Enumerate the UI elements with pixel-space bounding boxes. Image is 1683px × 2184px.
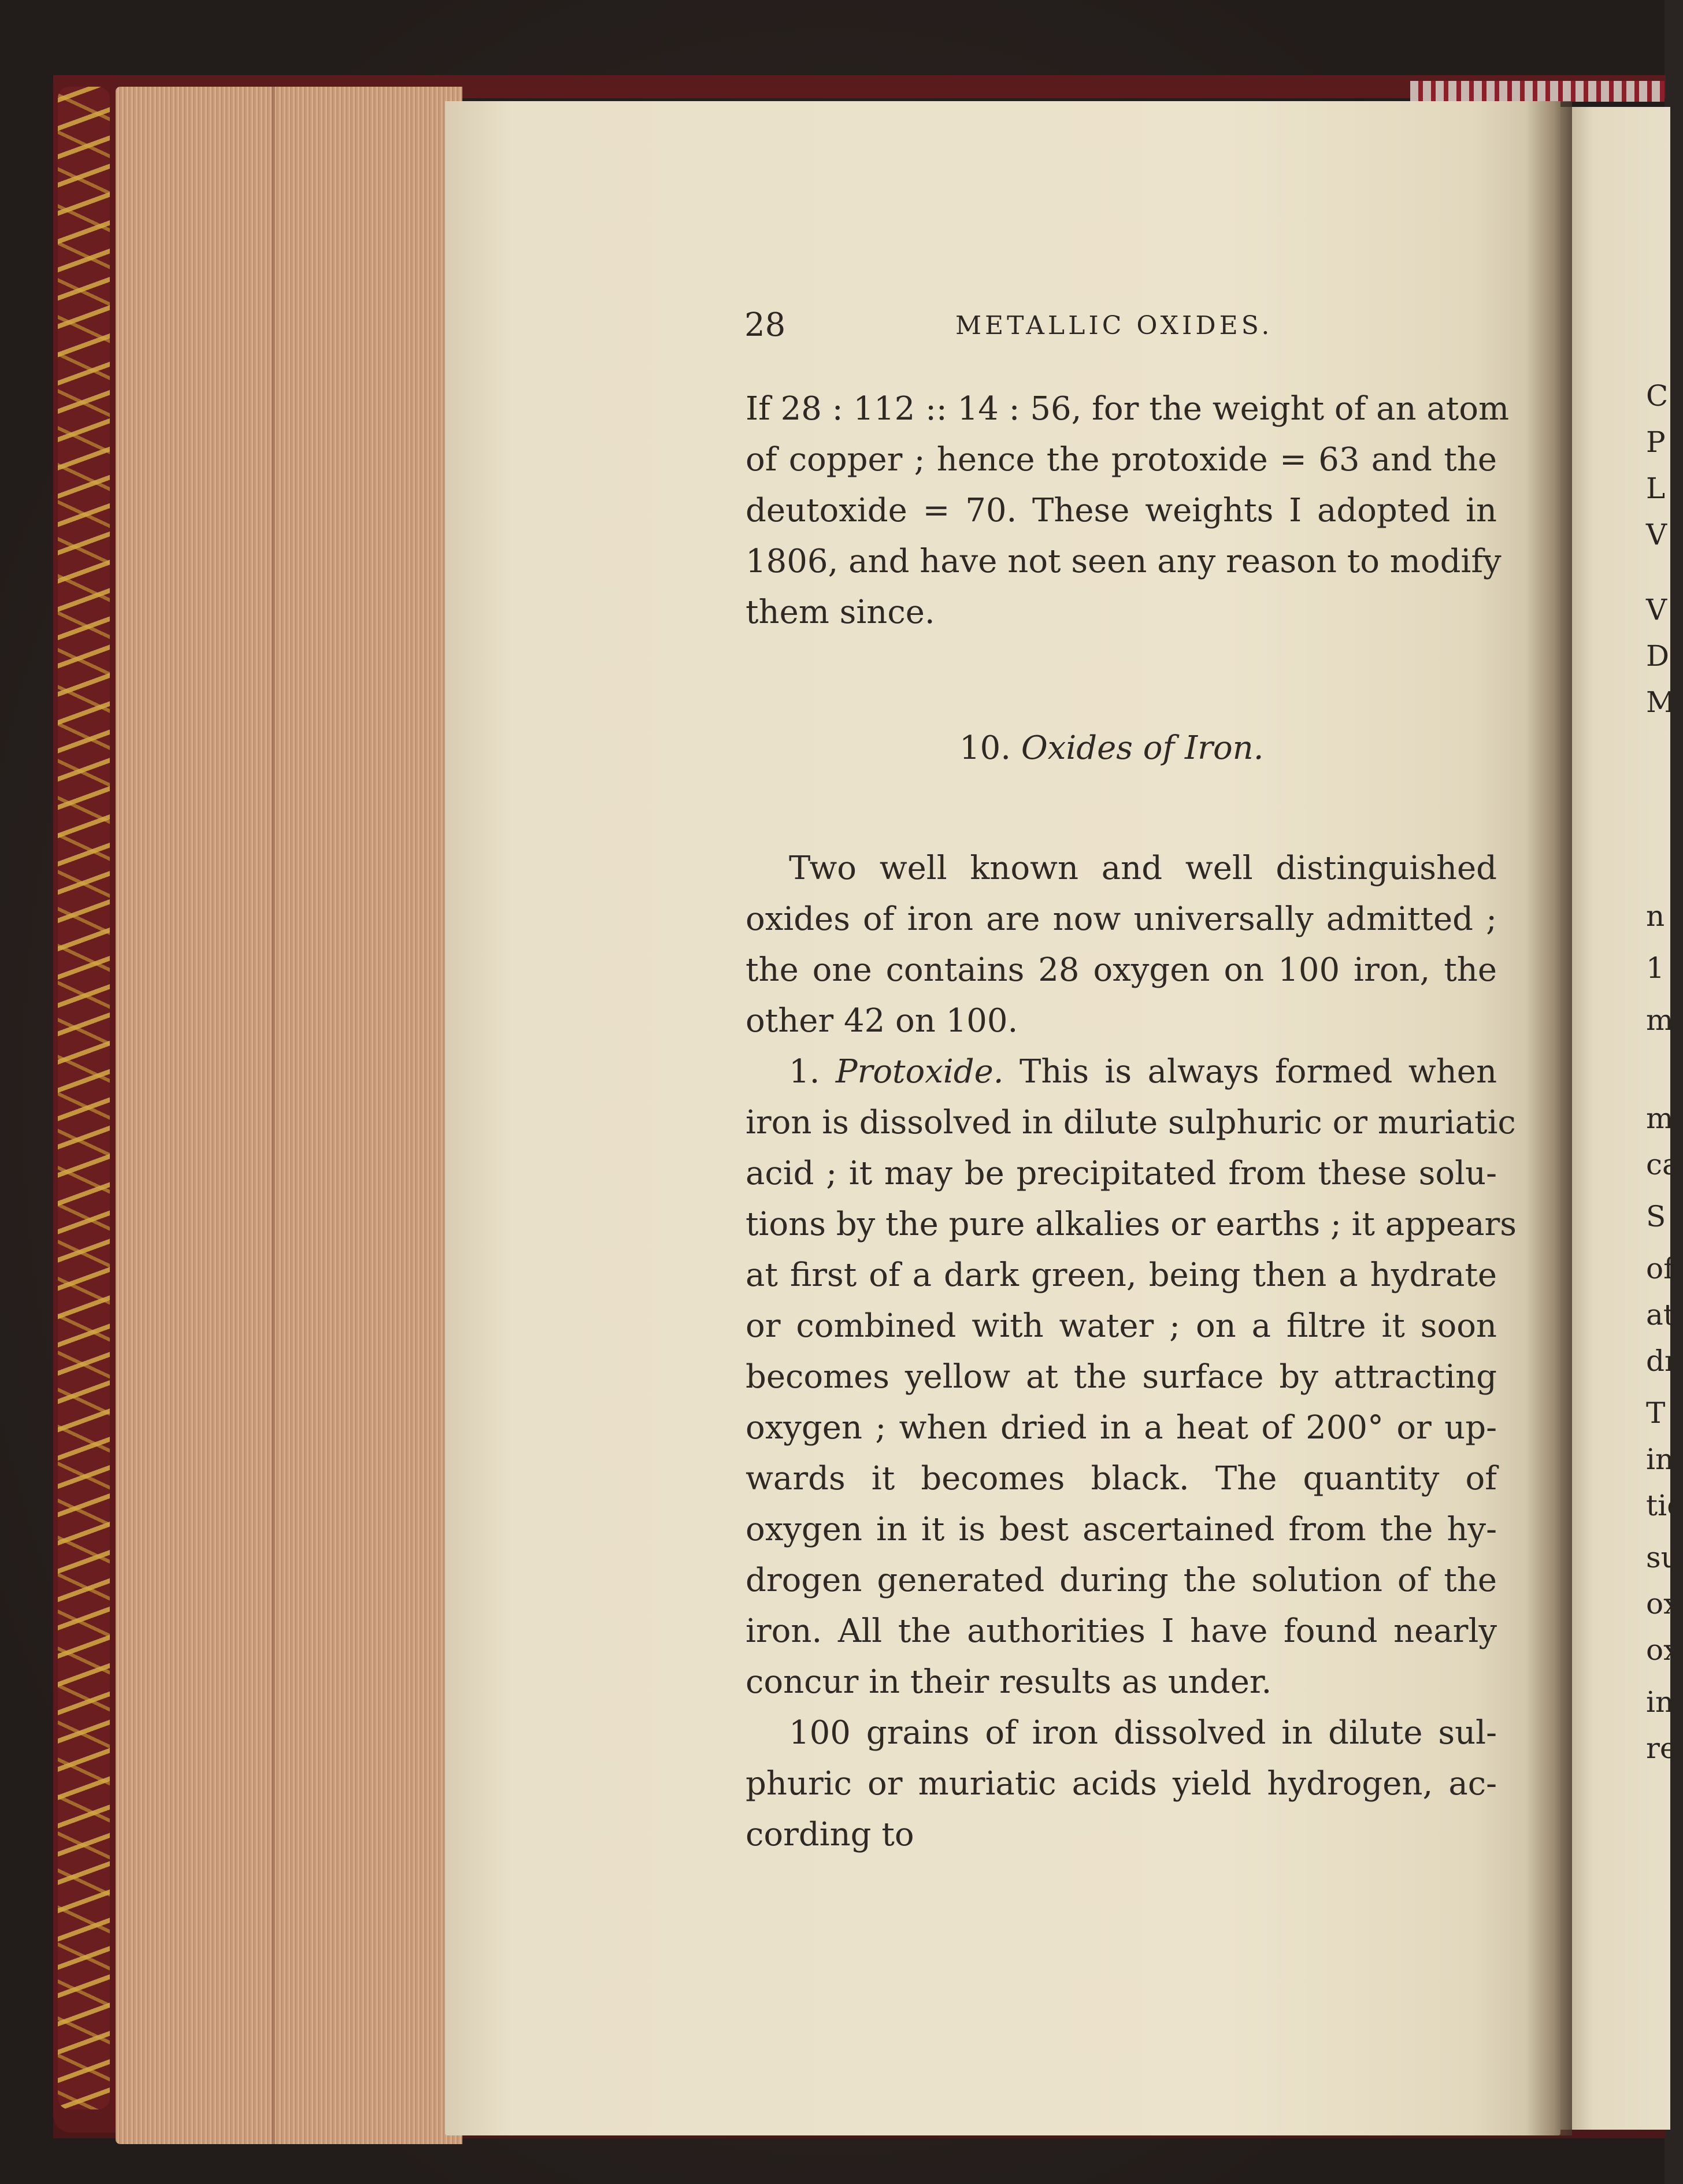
facing-page-fragment: P <box>1646 425 1666 459</box>
page-number: 28 <box>744 306 786 344</box>
facing-page-fragment: su <box>1646 1541 1680 1574</box>
page-fore-edge <box>116 87 462 2144</box>
text-line: Two well known and well distinguished <box>789 850 1497 887</box>
text-line: at first of a dark green, being then a hydrate <box>746 1256 1497 1294</box>
facing-page-fragment: C <box>1646 379 1669 413</box>
term-protoxide: Protoxide. <box>835 1053 1004 1091</box>
text-line: If 28 : 112 :: 14 : 56, for the weight of an atom <box>746 390 1510 428</box>
facing-page-fragment: re <box>1646 1731 1677 1765</box>
page-gutter-shadow <box>1526 101 1572 2135</box>
text-line-protoxide <box>789 1053 1497 1091</box>
line-rest: This is always formed when <box>1003 1053 1497 1091</box>
section-number: 10. <box>959 729 1011 767</box>
text-line: cording to <box>746 1816 914 1853</box>
facing-page-fragment: 1 <box>1646 951 1665 985</box>
facing-page-fragment: V <box>1646 518 1667 551</box>
text-line: them since. <box>746 594 935 631</box>
text-line: oxygen in it is best ascertained from the hy- <box>746 1511 1497 1548</box>
running-title: METALLIC OXIDES. <box>955 311 1273 340</box>
facing-page-fragment: ca <box>1646 1148 1680 1181</box>
text-line: oxides of iron are now universally admitted ; <box>746 900 1497 938</box>
facing-page-fragment: in <box>1646 1685 1674 1719</box>
facing-page <box>1560 107 1683 2130</box>
text-line: becomes yellow at the surface by attracting <box>746 1358 1497 1396</box>
gilt-ornament <box>58 87 110 2109</box>
text-line: wards it becomes black. The quantity of <box>746 1460 1497 1497</box>
facing-page-fragment: D <box>1646 639 1670 673</box>
text-line: 100 grains of iron dissolved in dilute sul- <box>789 1714 1497 1752</box>
facing-page-fragment: m <box>1646 1003 1674 1037</box>
facing-page-fragment: of <box>1646 1252 1674 1285</box>
facing-page-fragment: V <box>1646 593 1667 626</box>
leather-cover <box>53 75 117 2133</box>
text-line: other 42 on 100. <box>746 1002 1018 1040</box>
section-heading <box>959 729 1264 767</box>
facing-page-fragment: ox <box>1646 1587 1680 1621</box>
facing-page-fragment: M <box>1646 685 1676 719</box>
text-line: deutoxide = 70. These weights I adopted in <box>746 492 1497 529</box>
text-line: acid ; it may be precipitated from these solu- <box>746 1155 1497 1192</box>
text-line: tions by the pure alkalies or earths ; it appears <box>746 1206 1517 1243</box>
facing-page-fragment: tic <box>1646 1489 1683 1522</box>
text-line: phuric or muriatic acids yield hydrogen, ac- <box>746 1765 1497 1803</box>
section-title: Oxides of Iron. <box>1021 729 1264 767</box>
text-line: oxygen ; when dried in a heat of 200° or up- <box>746 1409 1497 1447</box>
facing-page-fragment: T <box>1646 1396 1666 1430</box>
text-line: or combined with water ; on a filtre it soon <box>746 1307 1497 1345</box>
facing-page-fragment: L <box>1646 472 1666 505</box>
running-header <box>744 306 1322 347</box>
facing-page-fragment: at <box>1646 1298 1675 1332</box>
text-line: of copper ; hence the protoxide = 63 and the <box>746 441 1497 479</box>
facing-page-fragment: n <box>1646 899 1665 933</box>
facing-page-fragment: ox <box>1646 1633 1680 1667</box>
text-line: the one contains 28 oxygen on 100 iron, the <box>746 951 1497 989</box>
text-line: 1806, and have not seen any reason to modify <box>746 543 1502 580</box>
item-number: 1. <box>789 1053 836 1091</box>
text-line: iron. All the authorities I have found nearly <box>746 1612 1497 1650</box>
text-line: drogen generated during the solution of the <box>746 1562 1497 1599</box>
facing-page-fragment: dr <box>1646 1344 1678 1378</box>
headband <box>1410 81 1665 102</box>
facing-page-fragment: in <box>1646 1443 1674 1476</box>
facing-page-fragment: m <box>1646 1102 1674 1135</box>
text-line: concur in their results as under. <box>746 1663 1272 1701</box>
facing-page-fragment: S <box>1646 1200 1666 1233</box>
text-line: iron is dissolved in dilute sulphuric or muriatic <box>746 1104 1516 1141</box>
